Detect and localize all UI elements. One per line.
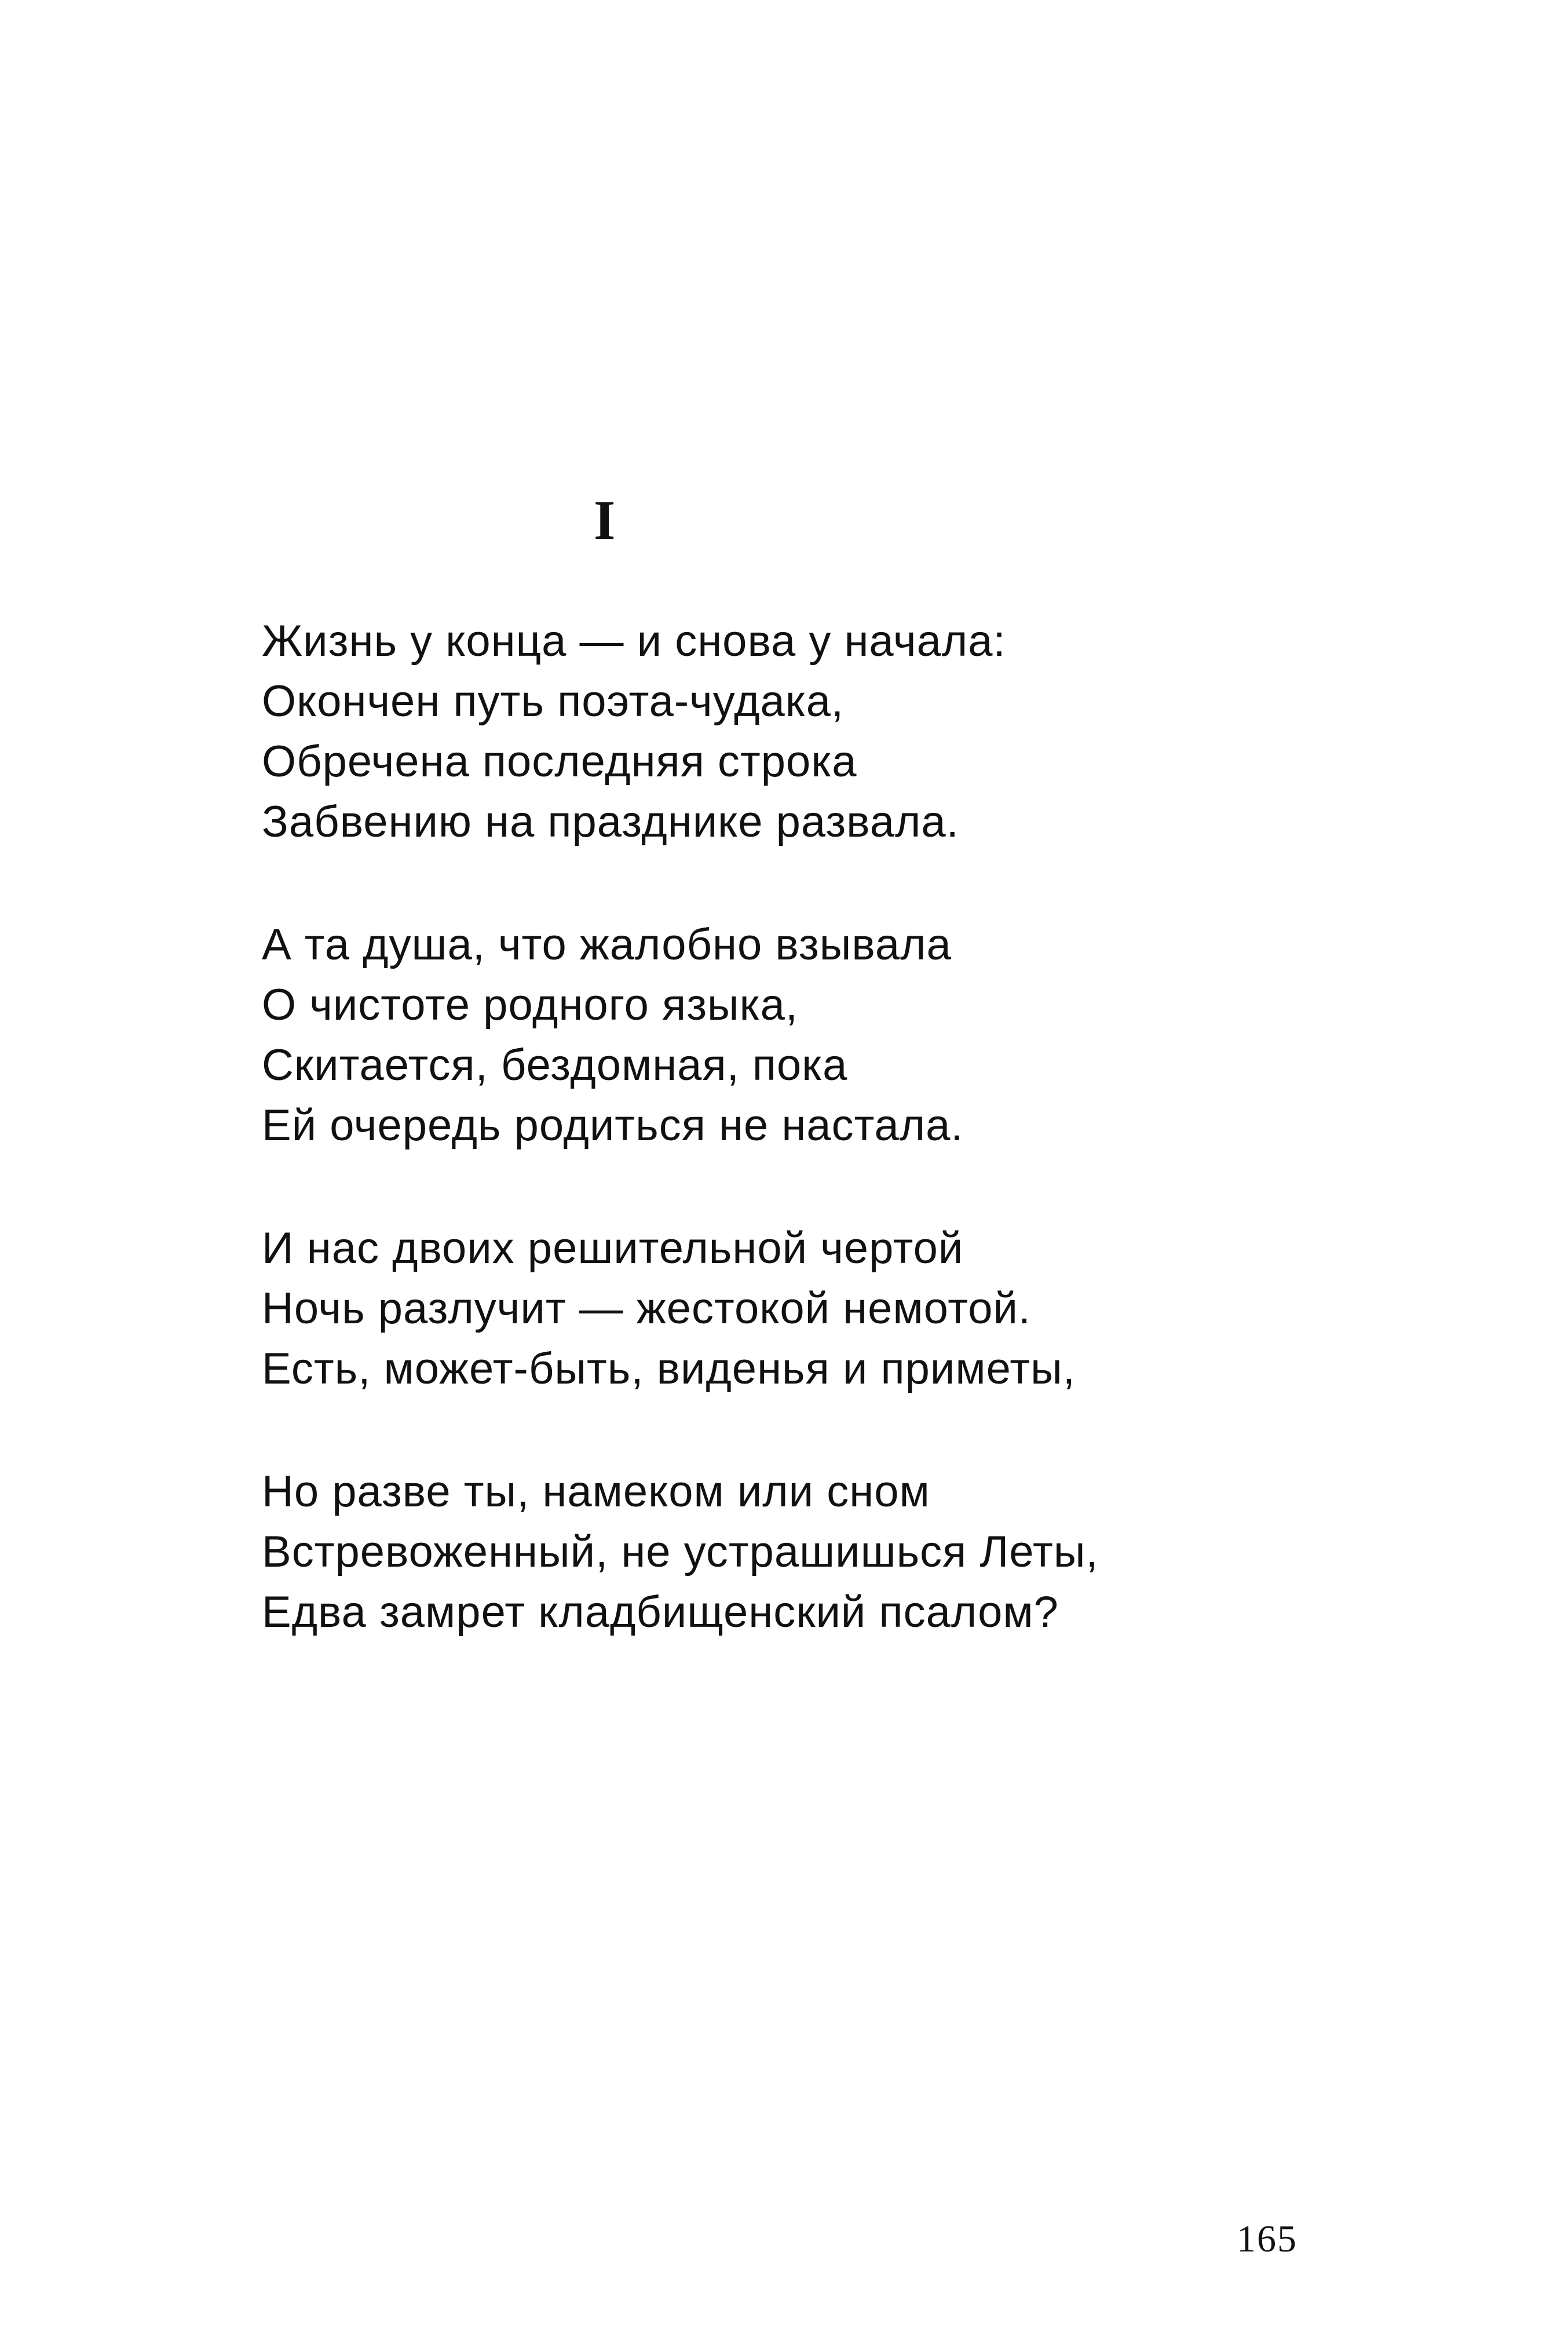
poem-line: Забвению на празднике развала. bbox=[262, 797, 959, 846]
page-number: 165 bbox=[1237, 2218, 1297, 2260]
poem bbox=[262, 611, 1449, 1705]
poem-line: Есть, может-быть, виденья и приметы, bbox=[262, 1344, 1076, 1393]
poem-line: Едва замрет кладбищенский псалом? bbox=[262, 1587, 1059, 1637]
poem-line: Окончен путь поэта-чудака, bbox=[262, 677, 845, 726]
poem-line: Но разве ты, намеком или сном bbox=[262, 1467, 930, 1516]
poem-line: Жизнь у конца — и снова у начала: bbox=[262, 616, 1006, 666]
poem-line: Ей очередь родиться не настала. bbox=[262, 1101, 964, 1150]
poem-line: Встревоженный, не устрашишься Леты, bbox=[262, 1527, 1099, 1576]
stanza-3 bbox=[262, 1218, 1449, 1399]
poem-line: Обречена последняя строка bbox=[262, 737, 857, 786]
poem-line: И нас двоих решительной чертой bbox=[262, 1224, 964, 1273]
stanza-4 bbox=[262, 1462, 1449, 1643]
stanza-2 bbox=[262, 915, 1449, 1156]
poem-line: Ночь разлучит — жестокой немотой. bbox=[262, 1284, 1032, 1333]
stanza-1 bbox=[262, 611, 1449, 852]
section-number: I bbox=[594, 489, 616, 551]
poem-line: А та душа, что жалобно взывала bbox=[262, 920, 952, 969]
poem-line: О чистоте родного языка, bbox=[262, 980, 798, 1030]
poem-line: Скитается, бездомная, пока bbox=[262, 1041, 848, 1090]
